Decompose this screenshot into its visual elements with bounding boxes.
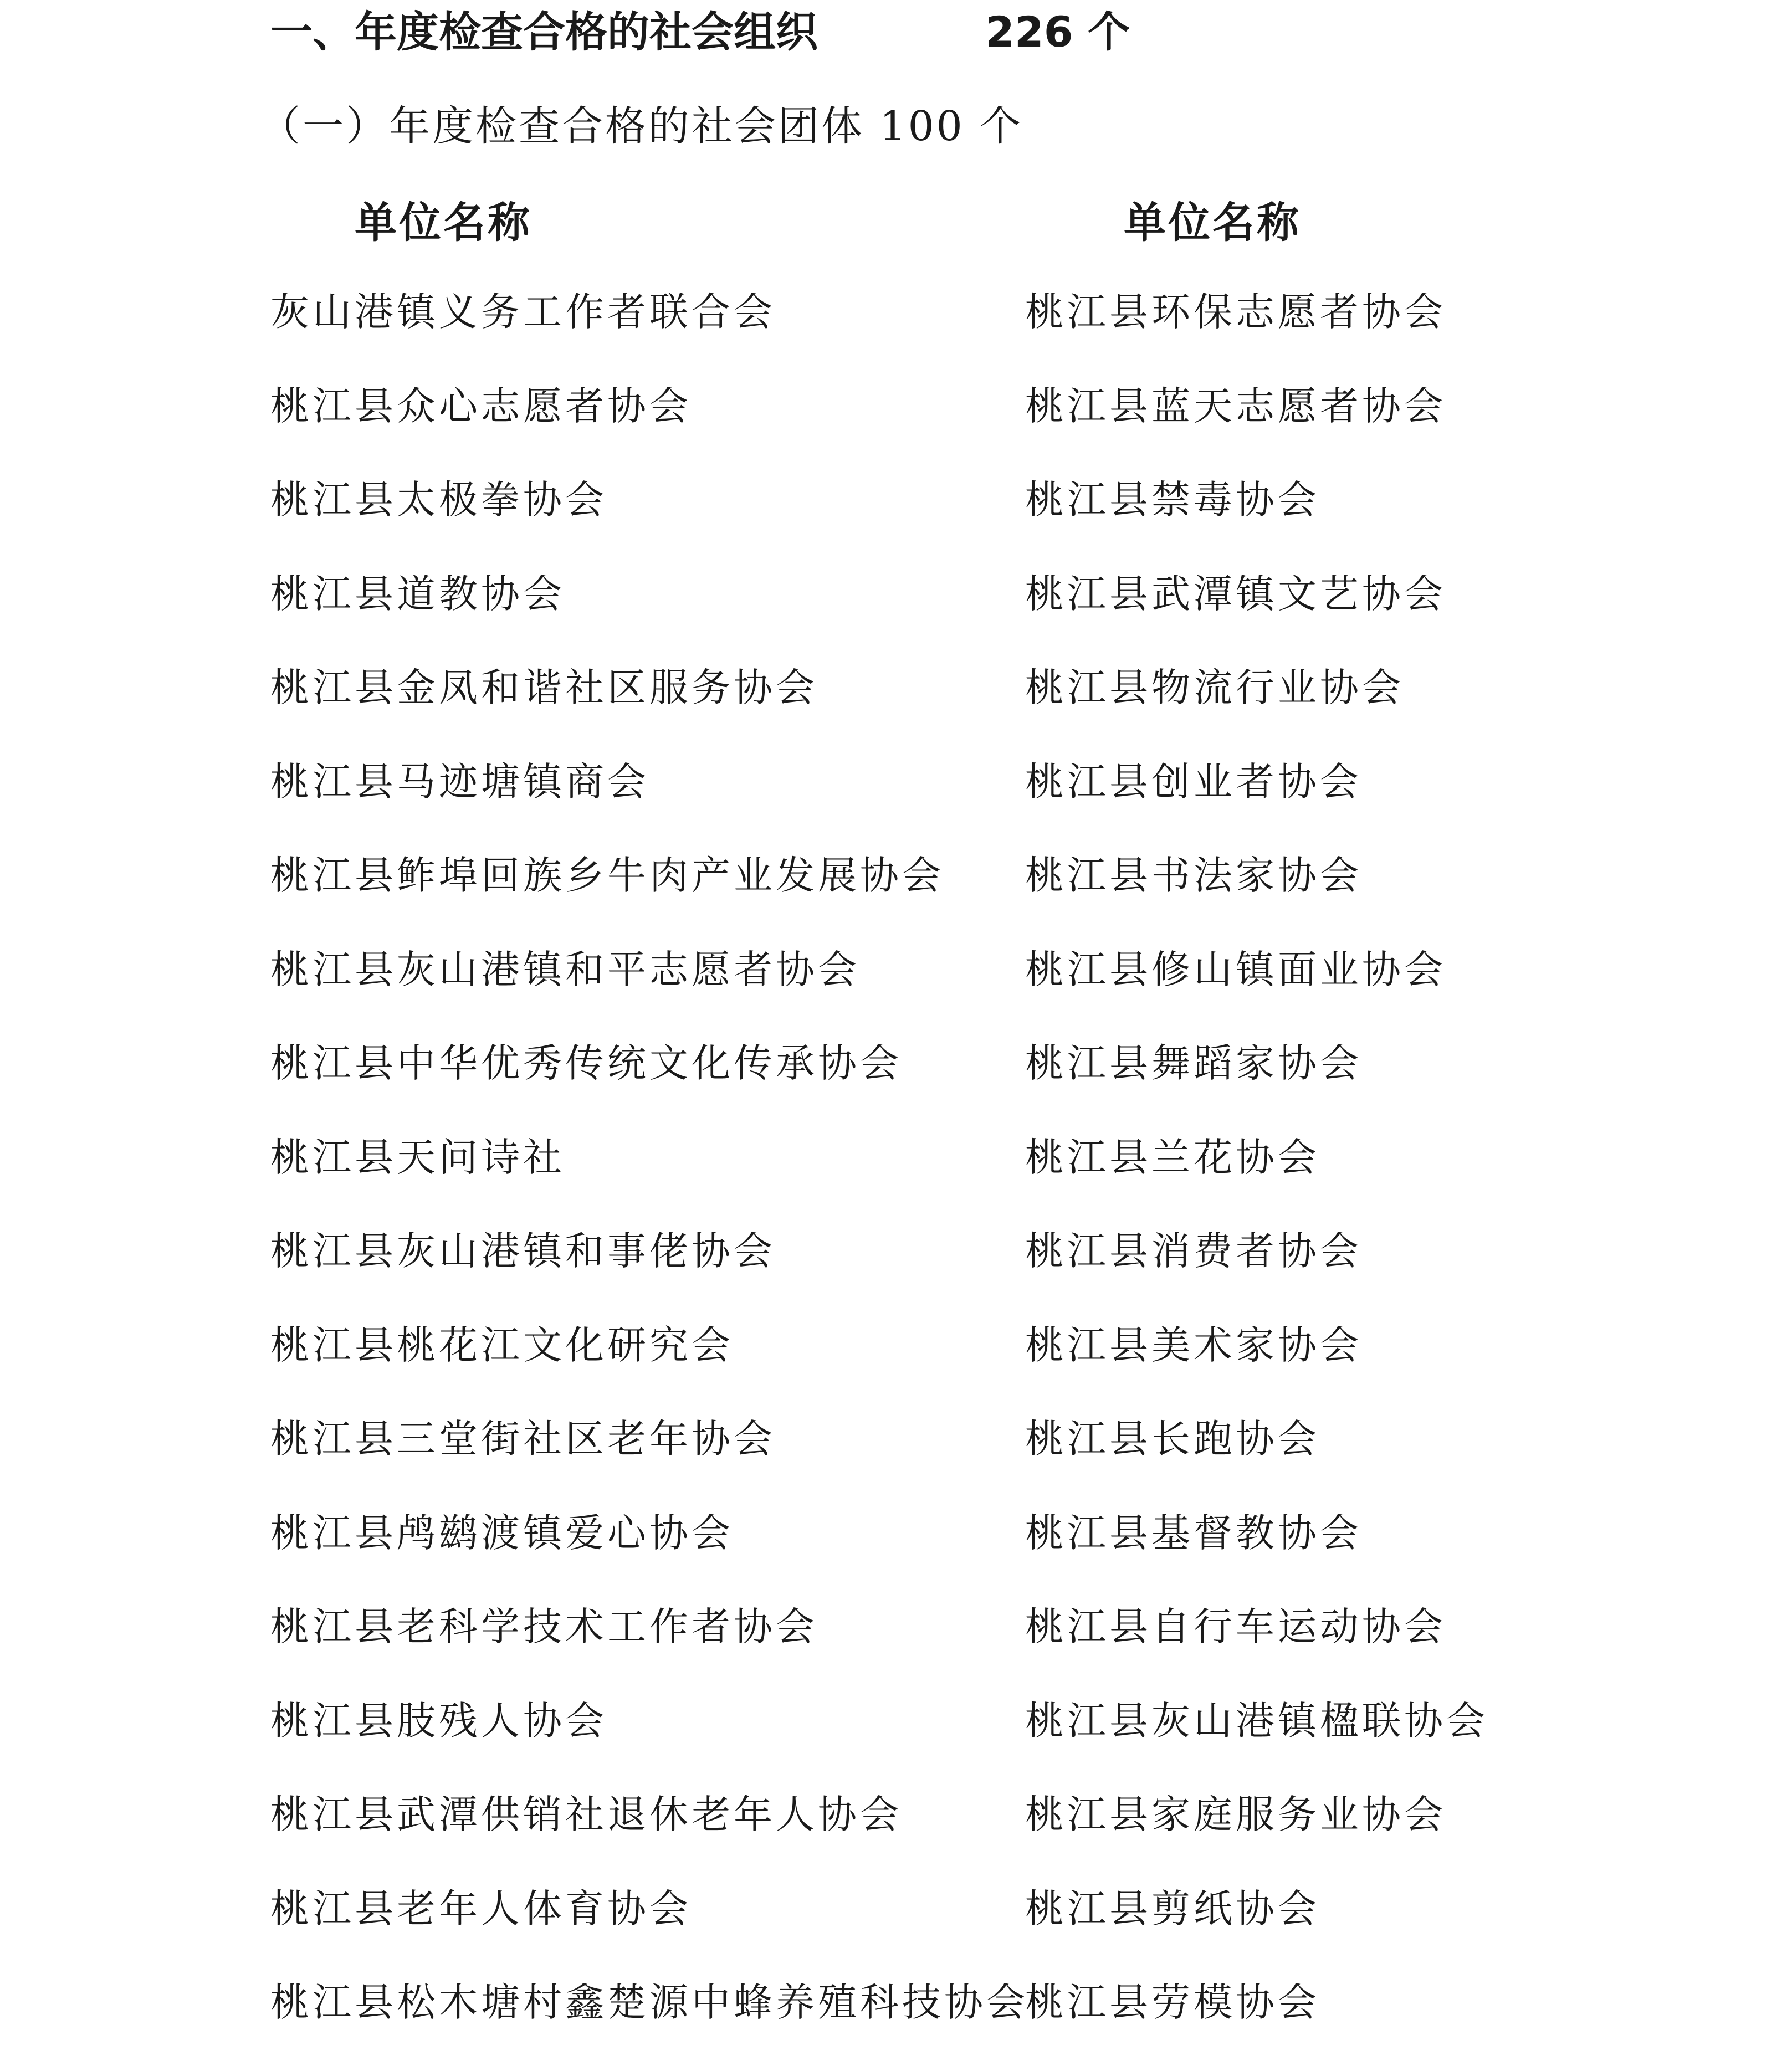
list-item xyxy=(0,1784,1792,1878)
list-item xyxy=(0,469,1792,563)
column-header-left: 单位名称 xyxy=(355,198,532,247)
organization-list xyxy=(0,281,1792,2066)
organization-name-right: 桃江县家庭服务业协会 xyxy=(1025,1792,1446,1837)
organization-name-right: 桃江县劳模协会 xyxy=(1025,1980,1320,2025)
organization-name-right: 桃江县灰山港镇楹联协会 xyxy=(1025,1698,1488,1744)
section-heading-title: 一、年度检查合格的社会组织 xyxy=(270,7,818,57)
list-item xyxy=(0,1690,1792,1785)
organization-name-right: 桃江县物流行业协会 xyxy=(1025,665,1404,710)
list-item xyxy=(0,1596,1792,1690)
list-item xyxy=(0,939,1792,1033)
organization-name-left: 灰山港镇义务工作者联合会 xyxy=(270,289,776,335)
organization-name-right: 桃江县蓝天志愿者协会 xyxy=(1025,383,1446,429)
organization-name-left: 桃江县老科学技术工作者协会 xyxy=(270,1604,818,1649)
list-item xyxy=(0,1033,1792,1127)
column-header-right: 单位名称 xyxy=(1124,198,1301,247)
organization-name-right: 桃江县美术家协会 xyxy=(1025,1322,1362,1368)
section-heading xyxy=(270,2,1130,62)
list-item xyxy=(0,281,1792,376)
organization-name-right: 桃江县武潭镇文艺协会 xyxy=(1025,571,1446,617)
list-item xyxy=(0,1408,1792,1503)
organization-name-left: 桃江县金凤和谐社区服务协会 xyxy=(270,665,818,710)
organization-name-left: 桃江县鲊埠回族乡牛肉产业发展协会 xyxy=(270,853,944,898)
organization-name-left: 桃江县道教协会 xyxy=(270,571,565,617)
organization-name-left: 桃江县三堂街社区老年协会 xyxy=(270,1416,776,1462)
organization-name-left: 桃江县桃花江文化研究会 xyxy=(270,1322,734,1368)
organization-name-left: 桃江县太极拳协会 xyxy=(270,477,607,522)
subsection-heading: （一）年度检查合格的社会团体 100 个 xyxy=(259,102,1023,150)
organization-name-right: 桃江县书法家协会 xyxy=(1025,853,1362,898)
organization-name-left: 桃江县松木塘村鑫楚源中蜂养殖科技协会 xyxy=(270,1980,1028,2025)
list-item xyxy=(0,845,1792,939)
list-item xyxy=(0,1221,1792,1315)
organization-name-right: 桃江县长跑协会 xyxy=(1025,1416,1320,1462)
organization-name-right: 桃江县基督教协会 xyxy=(1025,1510,1362,1556)
list-item xyxy=(0,1315,1792,1409)
list-item xyxy=(0,657,1792,751)
organization-name-right: 桃江县禁毒协会 xyxy=(1025,477,1320,522)
list-item xyxy=(0,1127,1792,1221)
organization-name-left: 桃江县中华优秀传统文化传承协会 xyxy=(270,1040,902,1086)
organization-name-right: 桃江县消费者协会 xyxy=(1025,1228,1362,1274)
organization-name-left: 桃江县众心志愿者协会 xyxy=(270,383,692,429)
organization-name-right: 桃江县兰花协会 xyxy=(1025,1134,1320,1180)
organization-name-right: 桃江县修山镇面业协会 xyxy=(1025,946,1446,992)
list-item xyxy=(0,1972,1792,2066)
list-item xyxy=(0,563,1792,658)
organization-name-left: 桃江县灰山港镇和事佬协会 xyxy=(270,1228,776,1274)
organization-name-left: 桃江县肢残人协会 xyxy=(270,1698,607,1744)
organization-name-left: 桃江县武潭供销社退休老年人协会 xyxy=(270,1792,902,1837)
organization-name-right: 桃江县环保志愿者协会 xyxy=(1025,289,1446,335)
list-item xyxy=(0,376,1792,470)
section-heading-count: 226 个 xyxy=(985,7,1130,57)
organization-name-left: 桃江县老年人体育协会 xyxy=(270,1885,692,1931)
organization-name-right: 桃江县舞蹈家协会 xyxy=(1025,1040,1362,1086)
organization-name-left: 桃江县鸬鹚渡镇爱心协会 xyxy=(270,1510,734,1556)
organization-name-right: 桃江县剪纸协会 xyxy=(1025,1885,1320,1931)
list-item xyxy=(0,751,1792,845)
organization-name-right: 桃江县自行车运动协会 xyxy=(1025,1604,1446,1649)
organization-name-right: 桃江县创业者协会 xyxy=(1025,758,1362,804)
organization-name-left: 桃江县天问诗社 xyxy=(270,1134,565,1180)
organization-name-left: 桃江县马迹塘镇商会 xyxy=(270,758,649,804)
list-item xyxy=(0,1503,1792,1597)
list-item xyxy=(0,1878,1792,1972)
organization-name-left: 桃江县灰山港镇和平志愿者协会 xyxy=(270,946,860,992)
